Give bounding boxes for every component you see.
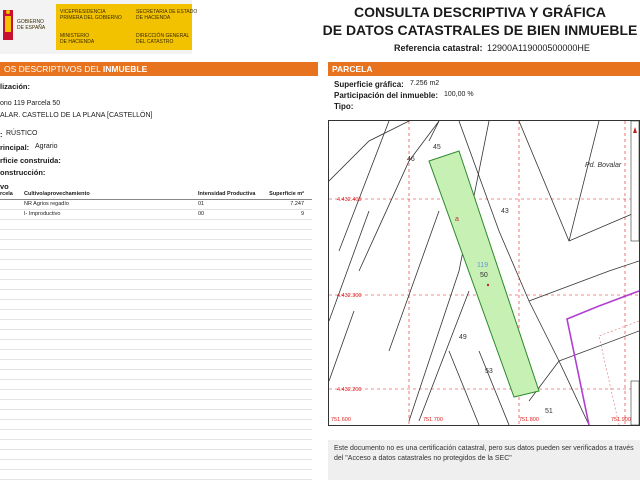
- polygon-number-119: 119: [477, 262, 489, 269]
- construction-year-label: onstrucción:: [0, 168, 46, 177]
- empty-table-row: [0, 300, 312, 310]
- crop-cell: I- Improductivo: [24, 211, 61, 217]
- gov-line-2: DE ESPAÑA: [17, 25, 46, 31]
- area-cell: 7.247: [290, 201, 304, 207]
- col-parcel: rcela: [0, 191, 13, 197]
- area-cell: 9: [300, 211, 304, 217]
- empty-table-row: [0, 460, 312, 470]
- descriptive-data-strong: INMUEBLE: [102, 64, 148, 74]
- parcel-number-49: 49: [459, 334, 467, 341]
- ministry-band: [56, 4, 198, 50]
- empty-table-row: [0, 240, 312, 250]
- table-row: [0, 200, 312, 210]
- type-label: Tipo:: [334, 102, 354, 111]
- descriptive-data-header: [0, 62, 318, 76]
- crop-table-header: [0, 190, 312, 200]
- empty-table-row: [0, 220, 312, 230]
- empty-table-row: [0, 440, 312, 450]
- location-line-1: ono 119 Parcela 50: [0, 100, 61, 107]
- empty-table-row: [0, 280, 312, 290]
- empty-table-row: [0, 390, 312, 400]
- graphic-area-value: 7.256 m2: [410, 80, 440, 87]
- parcel-number-50: 50: [480, 272, 488, 279]
- cadastral-ref-label: Referencia catastral:: [394, 43, 483, 53]
- parcel-centroid-icon: [487, 284, 489, 286]
- place-name: Pd. Bovalar: [585, 162, 622, 169]
- empty-table-rows: [0, 220, 312, 480]
- x-coord-label: 751.700: [423, 417, 443, 423]
- intensity-cell: 01: [198, 201, 205, 207]
- empty-table-row: [0, 230, 312, 240]
- main-use-value: Agrario: [35, 143, 58, 150]
- empty-table-row: [0, 400, 312, 410]
- empty-table-row: [0, 420, 312, 430]
- parcel-number-51: 51: [545, 408, 553, 415]
- parcel-header: PARCELA: [328, 62, 640, 76]
- intensity-cell: 00: [198, 211, 205, 217]
- participation-label: Participación del inmueble:: [334, 91, 439, 100]
- y-coord-label: 4.432.200: [337, 387, 362, 393]
- disclaimer-note: Este documento no es una certificación catastral, pero sus datos pueden ser verificados a través del "Acceso a datos catastrales no protegidos de la SEC": [328, 440, 640, 480]
- empty-table-row: [0, 270, 312, 280]
- crop-label: vo: [0, 182, 9, 191]
- cadastral-map[interactable]: [328, 120, 640, 426]
- min-line-2: DE HACIENDA: [60, 39, 95, 45]
- x-coord-label: 751.600: [331, 417, 351, 423]
- empty-table-row: [0, 290, 312, 300]
- crop-cell: NR Agrios regadío: [24, 201, 69, 207]
- x-coord-label: 751.900: [611, 417, 631, 423]
- x-coord-label: 751.800: [519, 417, 539, 423]
- document-title-line-1: CONSULTA DESCRIPTIVA Y GRÁFICA: [353, 4, 606, 20]
- graphic-area-label: Superficie gráfica:: [334, 80, 404, 89]
- vice-line-1: VICEPRESIDENCIA: [60, 9, 106, 15]
- document-title-line-2: DE DATOS CATASTRALES DE BIEN INMUEBLE: [322, 22, 638, 38]
- y-coord-label: 4.432.400: [337, 197, 362, 203]
- empty-table-row: [0, 430, 312, 440]
- col-crop: Cultivo/aprovechamiento: [24, 191, 90, 197]
- cadastral-map-svg: [329, 121, 639, 425]
- empty-table-row: [0, 260, 312, 270]
- descriptive-data-prefix: OS DESCRIPTIVOS DEL: [4, 64, 103, 74]
- empty-table-row: [0, 370, 312, 380]
- parcel-number-43: 43: [501, 208, 509, 215]
- coat-of-arms-icon: [2, 8, 14, 42]
- empty-table-row: [0, 450, 312, 460]
- sec-line-1: SECRETARIA DE ESTADO: [136, 9, 198, 15]
- parcel-number-45: 45: [433, 144, 441, 151]
- col-area: Superficie m²: [269, 191, 304, 197]
- built-area-label: rficie construida:: [0, 156, 61, 165]
- empty-table-row: [0, 410, 312, 420]
- parcel-number-53: 53: [485, 368, 493, 375]
- dir-line-1: DIRECCIÓN GENERAL: [136, 33, 190, 39]
- location-line-2: ALAR. CASTELLO DE LA PLANA [CASTELLÓN]: [0, 112, 153, 119]
- col-intensity: Intensidad Productiva: [198, 191, 256, 197]
- empty-table-row: [0, 320, 312, 330]
- dir-line-2: DEL CATASTRO: [136, 39, 174, 45]
- class-value: RÚSTICO: [6, 130, 38, 137]
- gov-line-1: GOBIERNO: [17, 19, 44, 25]
- parcel-number-46: 46: [407, 156, 415, 163]
- empty-table-row: [0, 380, 312, 390]
- class-label: :: [0, 130, 3, 139]
- min-line-1: MINISTERIO: [60, 33, 90, 39]
- empty-table-row: [0, 310, 312, 320]
- scale-bar: [631, 121, 639, 425]
- empty-table-row: [0, 350, 312, 360]
- sec-line-2: DE HACIENDA: [136, 15, 171, 21]
- empty-table-row: [0, 250, 312, 260]
- y-coord-label: 4.432.300: [337, 293, 362, 299]
- participation-value: 100,00 %: [444, 91, 474, 98]
- municipal-boundary: [567, 291, 639, 425]
- subparcel-label-a: a: [455, 216, 459, 223]
- table-row: [0, 210, 312, 220]
- empty-table-row: [0, 340, 312, 350]
- location-label: lización:: [0, 82, 31, 91]
- empty-table-row: [0, 470, 312, 480]
- cadastral-ref-value: 12900A119000500000HE: [487, 43, 590, 53]
- main-use-label: rincipal:: [0, 143, 30, 152]
- empty-table-row: [0, 360, 312, 370]
- empty-table-row: [0, 330, 312, 340]
- crop-table: [0, 190, 312, 480]
- vice-line-2: PRIMERA DEL GOBIERNO: [60, 15, 122, 21]
